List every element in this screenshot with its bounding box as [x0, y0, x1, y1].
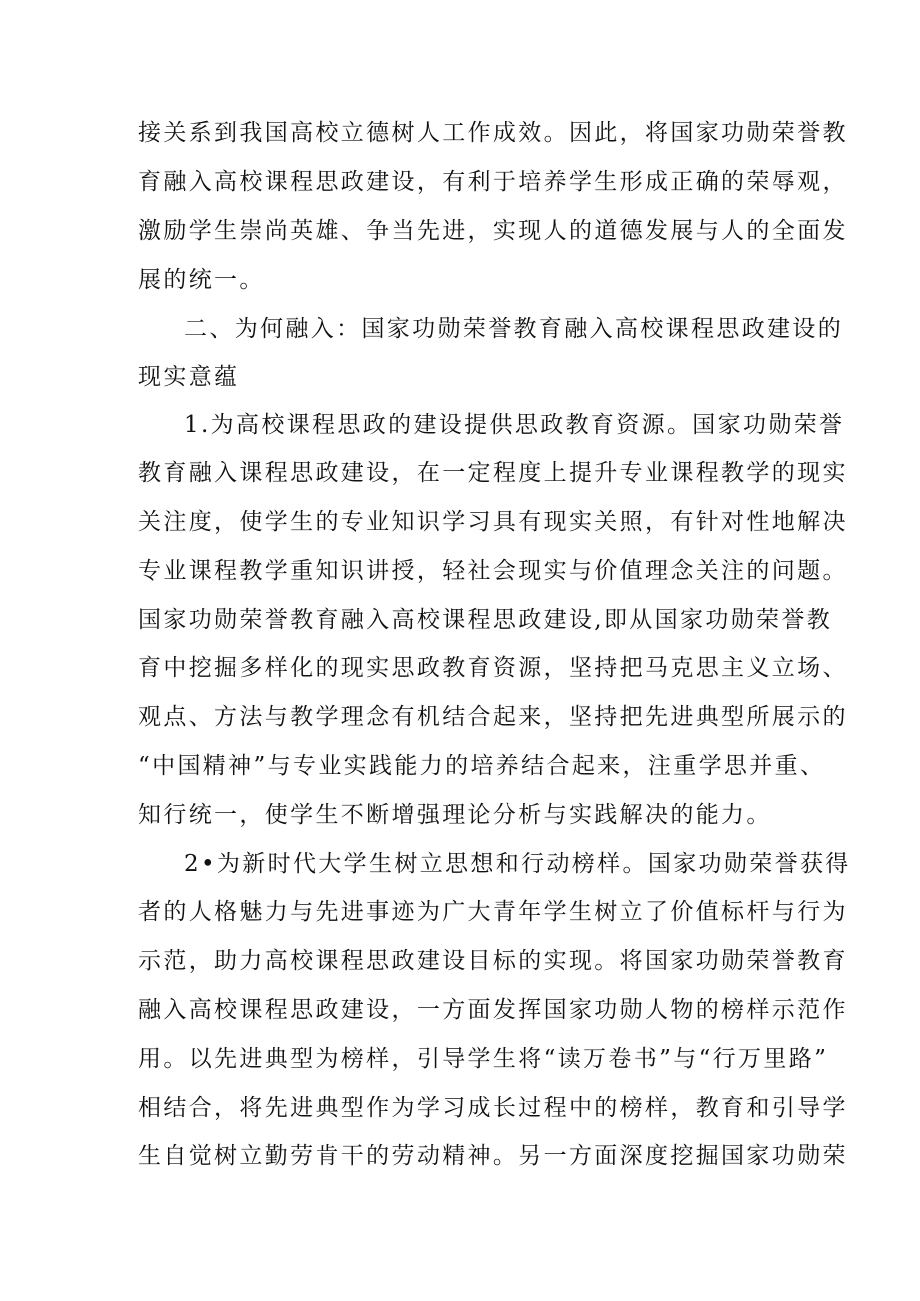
text-line: 生自觉树立勤劳肯干的劳动精神。另一方面深度挖掘国家功勋荣: [138, 1143, 848, 1169]
text-line: 者的人格魅力与先进事迹为广大青年学生树立了价值标杆与行为: [138, 899, 848, 925]
text-line: 示范，助力高校课程思政建设目标的实现。将国家功勋荣誉教育: [138, 948, 848, 974]
text-line: 激励学生崇尚英雄、争当先进，实现人的道德发展与人的全面发: [138, 218, 848, 244]
text-line: 育中挖掘多样化的现实思政教育资源，坚持把马克思主义立场、: [138, 655, 848, 681]
text-line: 国家功勋荣誉教育融入高校课程思政建设,即从国家功勋荣誉教: [138, 607, 833, 633]
text-line: 融入高校课程思政建设，一方面发挥国家功勋人物的榜样示范作: [138, 997, 848, 1023]
subsection-heading: 2•为新时代大学生树立思想和行动榜样。国家功勋荣誉获得: [184, 851, 851, 877]
text-line: 教育融入课程思政建设，在一定程度上提升专业课程教学的现实: [138, 460, 848, 486]
text-line: 观点、方法与教学理念有机结合起来，坚持把先进典型所展示的: [138, 704, 848, 730]
text-line: 知行统一，使学生不断增强理论分析与实践解决的能力。: [138, 802, 772, 828]
section-heading-continuation: 现实意蕴: [138, 364, 240, 390]
text-line: 接关系到我国高校立德树人工作成效。因此，将国家功勋荣誉教: [138, 120, 848, 146]
text-line: 育融入高校课程思政建设，有利于培养学生形成正确的荣辱观，: [138, 169, 848, 195]
section-heading: 二、为何融入：国家功勋荣誉教育融入高校课程思政建设的: [184, 316, 844, 342]
text-line: 关注度，使学生的专业知识学习具有现实关照，有针对性地解决: [138, 509, 848, 535]
text-line: 相结合，将先进典型作为学习成长过程中的榜样，教育和引导学: [138, 1095, 848, 1121]
text-line: 展的统一。: [138, 267, 265, 293]
text-line: “中国精神”与专业实践能力的培养结合起来，注重学思并重、: [138, 753, 826, 779]
text-line: 专业课程教学重知识讲授，轻社会现实与价值理念关注的问题。: [138, 558, 848, 584]
text-line: 用。以先进典型为榜样，引导学生将“读万卷书”与“行万里路”: [138, 1046, 829, 1072]
subsection-heading: 1.为高校课程思政的建设提供思政教育资源。国家功勋荣誉: [184, 412, 845, 438]
